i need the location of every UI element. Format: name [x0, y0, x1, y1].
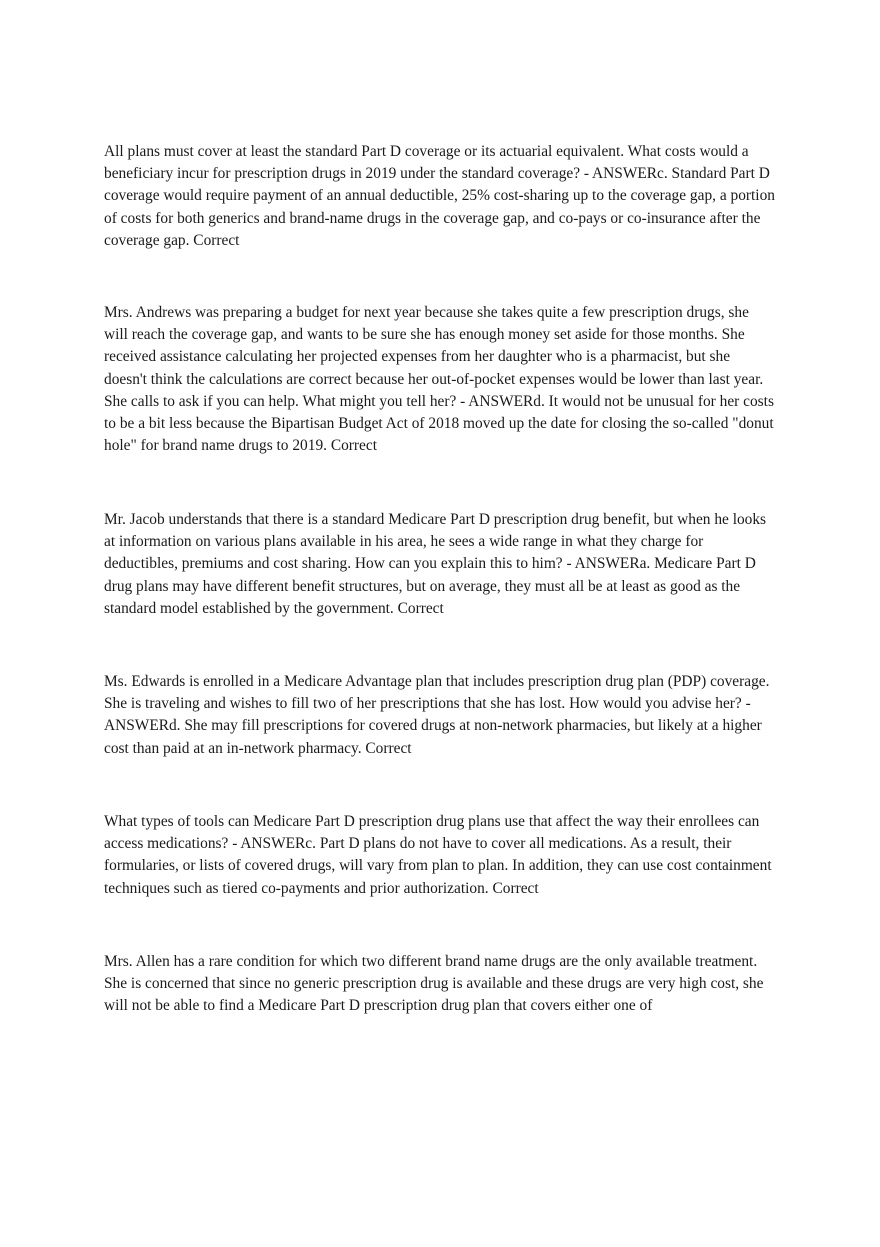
- qa-paragraph-mrs-allen: Mrs. Allen has a rare condition for which two different brand name drugs are the only available treatment. She is concerned that since no generic prescription drug is available and these drugs are very high cost, she will not be able to find a Medicare Part D prescription drug plan that covers either one of: [104, 953, 764, 1015]
- qa-paragraph-mrs-andrews: Mrs. Andrews was preparing a budget for next year because she takes quite a few prescription drugs, she will reach the coverage gap, and wants to be sure she has enough money set aside for those months. She received assistance calculating her projected expenses from her daughter who is a pharmacist, but she doesn't think the calculations are correct because her out-of-pocket expenses would be lower than last year. She calls to ask if you can help. What might you tell her? - ANSWERd. It would not be unusual for her costs to be a bit less because the Bipartisan Budget Act of 2018 moved up the date for closing the so-called "donut hole" for brand name drugs to 2019. Correct: [104, 304, 774, 455]
- qa-paragraph-coverage-costs: All plans must cover at least the standard Part D coverage or its actuarial equivalent. What costs would a beneficiary incur for prescription drugs in 2019 under the standard coverage? - ANSWERc. Standard Part D coverage would require payment of an annual deductible, 25% cost-sharing up to the coverage gap, a portion of costs for both generics and brand-name drugs in the coverage gap, and co-pays or co-insurance after the coverage gap. Correct: [104, 143, 775, 249]
- qa-paragraph-plan-tools: What types of tools can Medicare Part D prescription drug plans use that affect the way their enrollees can access medications? - ANSWERc. Part D plans do not have to cover all medications. As a result, their formularies, or lists of covered drugs, will vary from plan to plan. In addition, they can use cost containment techniques such as tiered co-payments and prior authorization. Correct: [104, 813, 772, 897]
- qa-paragraph-ms-edwards: Ms. Edwards is enrolled in a Medicare Advantage plan that includes prescription drug plan (PDP) coverage. She is traveling and wishes to fill two of her prescriptions that she has lost. How would you advise her? - ANSWERd. She may fill prescriptions for covered drugs at non-network pharmacies, but likely at a higher cost than paid at an in-network pharmacy. Correct: [104, 673, 770, 757]
- qa-paragraph-mr-jacob: Mr. Jacob understands that there is a standard Medicare Part D prescription drug benefit, but when he looks at information on various plans available in his area, he sees a wide range in what they charge for deductibles, premiums and cost sharing. How can you explain this to him? - ANSWERa. Medicare Part D drug plans may have different benefit structures, but on average, they must all be at least as good as the standard model established by the government. Correct: [104, 511, 767, 617]
